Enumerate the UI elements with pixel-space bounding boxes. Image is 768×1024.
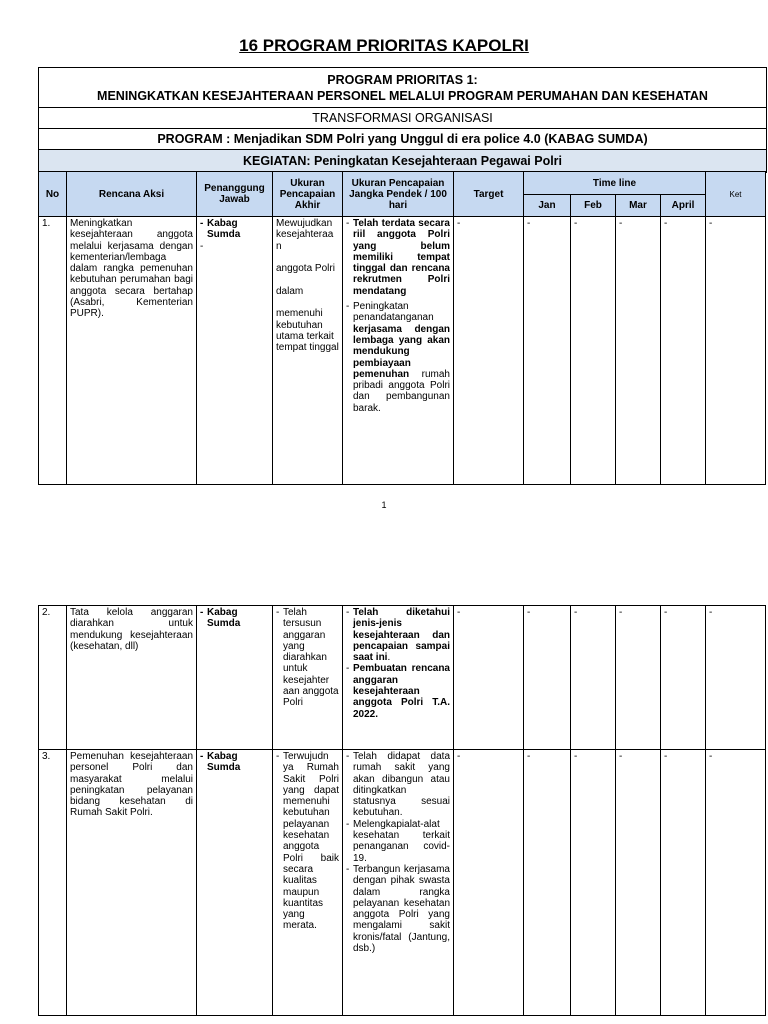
pendek-item: - Pembuatan rencana anggaran kesejahteraan anggota Polri T.A. 2022. <box>346 663 450 719</box>
ukuran-akhir-cell <box>273 217 343 485</box>
col-target: Target <box>454 172 524 217</box>
april-cell: - <box>661 217 706 485</box>
akhir-line: dalam <box>276 285 304 297</box>
akhir-line: memenuhi kebutuhan utama terkait tempat tinggal <box>276 308 339 354</box>
table-row <box>39 217 766 485</box>
pendek-item: - Peningkatan penandatanganan kerjasama dengan lembaga yang akan mendukung pembiayaan pemenuhan rumah pribadi anggota Polri dan pembangunan barak. <box>346 301 450 414</box>
col-april: April <box>661 195 706 217</box>
akhir-line: anggota Polri <box>276 263 335 275</box>
jan-cell: - <box>524 606 571 750</box>
program-priority-number: PROGRAM PRIORITAS 1: <box>327 72 478 87</box>
ukuran-pendek-cell <box>343 750 454 1016</box>
table-row <box>39 606 766 750</box>
target-cell: - <box>454 217 524 485</box>
col-ket: Ket <box>706 172 766 217</box>
ukuran-pendek-cell <box>343 606 454 750</box>
mar-cell: - <box>616 750 661 1016</box>
mar-cell: - <box>616 217 661 485</box>
ukuran-akhir-cell <box>273 750 343 1016</box>
row-number: 2. <box>39 606 67 750</box>
akhir-line: Mewujudkan kesejahteraa n <box>276 218 334 252</box>
ukuran-pendek-cell <box>343 217 454 485</box>
pj-name: - Kabag Sumda <box>200 751 269 774</box>
action-table-page1 <box>38 171 766 485</box>
jan-cell: - <box>524 750 571 1016</box>
col-feb: Feb <box>571 195 616 217</box>
action-table-page2 <box>38 605 766 1016</box>
target-cell: - <box>454 606 524 750</box>
penanggung-jawab-cell <box>197 217 273 485</box>
col-no: No <box>39 172 67 217</box>
penanggung-jawab-cell <box>197 606 273 750</box>
ukuran-akhir-cell <box>273 606 343 750</box>
rencana-aksi-cell: Pemenuhan kesejahteraan personel Polri dan masyarakat melalui peningkatan pelayanan bidang kesehatan di Rumah Sakit Polri. <box>67 750 197 1016</box>
feb-cell: - <box>571 217 616 485</box>
rencana-aksi-cell: Tata kelola anggaran diarahkan untuk mendukung kesejahteraan (kesehatan, dll) <box>67 606 197 750</box>
feb-cell: - <box>571 606 616 750</box>
rencana-aksi-cell: Meningkatkan kesejahteraan anggota melalui kerjasama dengan kementerian/lembaga dalam rangka pemenuhan kebutuhan perumahan bagi anggota secara bertahap (Asabri, Kementerian PUPR). <box>67 217 197 485</box>
kegiatan-row: KEGIATAN: Peningkatan Kesejahteraan Pegawai Polri <box>39 150 766 173</box>
pendek-item: - Telah diketahui jenis-jenis kesejahteraan dan pencapaian sampai saat ini. <box>346 607 450 663</box>
col-timeline: Time line <box>524 172 706 195</box>
pendek-item: - Telah didapat data rumah sakit yang akan dibangun atau ditingkatkan statusnya sesuai kebutuhan. <box>346 751 450 819</box>
col-ukuran-akhir: Ukuran Pencapaian Akhir <box>273 172 343 217</box>
pj-name: - Kabag Sumda <box>200 218 269 241</box>
program-priority-heading <box>39 68 766 108</box>
pendek-item: - Telah terdata secara riil anggota Polri yang belum memiliki tempat tinggal dan rencana rekrutmen Polri mendatang <box>346 218 450 297</box>
row-number: 1. <box>39 217 67 485</box>
pendek-item: - Terbangun kerjasama dengan pihak swasta dalam rangka pelayanan kesehatan anggota Polri yang mengalami sakit kronis/fatal (Jantung, dsb.) <box>346 864 450 954</box>
document-title: 16 PROGRAM PRIORITAS KAPOLRI <box>239 36 529 55</box>
col-mar: Mar <box>616 195 661 217</box>
program-priority-title: MENINGKATKAN KESEJAHTERAAN PERSONEL MELALUI PROGRAM PERUMAHAN DAN KESEHATAN <box>97 88 708 103</box>
row-number: 3. <box>39 750 67 1016</box>
transformasi-row: TRANSFORMASI ORGANISASI <box>39 108 766 129</box>
col-ukuran-pendek: Ukuran Pencapaian Jangka Pendek / 100 hari <box>343 172 454 217</box>
col-rencana-aksi: Rencana Aksi <box>67 172 197 217</box>
pj-name: - Kabag Sumda <box>200 607 269 630</box>
penanggung-jawab-cell <box>197 750 273 1016</box>
program-row: PROGRAM : Menjadikan SDM Polri yang Unggul di era police 4.0 (KABAG SUMDA) <box>39 129 766 150</box>
program-header <box>38 67 767 173</box>
target-cell: - <box>454 750 524 1016</box>
akhir-text: - Telah tersusun anggaran yang diarahkan untuk kesejahter aan anggota Polri <box>276 607 339 709</box>
page-number: 1 <box>381 500 387 510</box>
ket-cell: - <box>706 217 766 485</box>
pendek-item: - Melengkapialat-alat kesehatan terkait penanganan covid-19. <box>346 819 450 864</box>
ket-cell: - <box>706 606 766 750</box>
april-cell: - <box>661 606 706 750</box>
april-cell: - <box>661 750 706 1016</box>
ket-cell: - <box>706 750 766 1016</box>
akhir-text: - Terwujudn ya Rumah Sakit Polri yang dapat memenuhi kebutuhan pelayanan kesehatan anggota Polri baik secara kualitas maupun kuantitas yang merata. <box>276 751 339 932</box>
jan-cell: - <box>524 217 571 485</box>
mar-cell: - <box>616 606 661 750</box>
table-row <box>39 750 766 1016</box>
feb-cell: - <box>571 750 616 1016</box>
col-penanggung-jawab: Penanggung Jawab <box>197 172 273 217</box>
col-jan: Jan <box>524 195 571 217</box>
